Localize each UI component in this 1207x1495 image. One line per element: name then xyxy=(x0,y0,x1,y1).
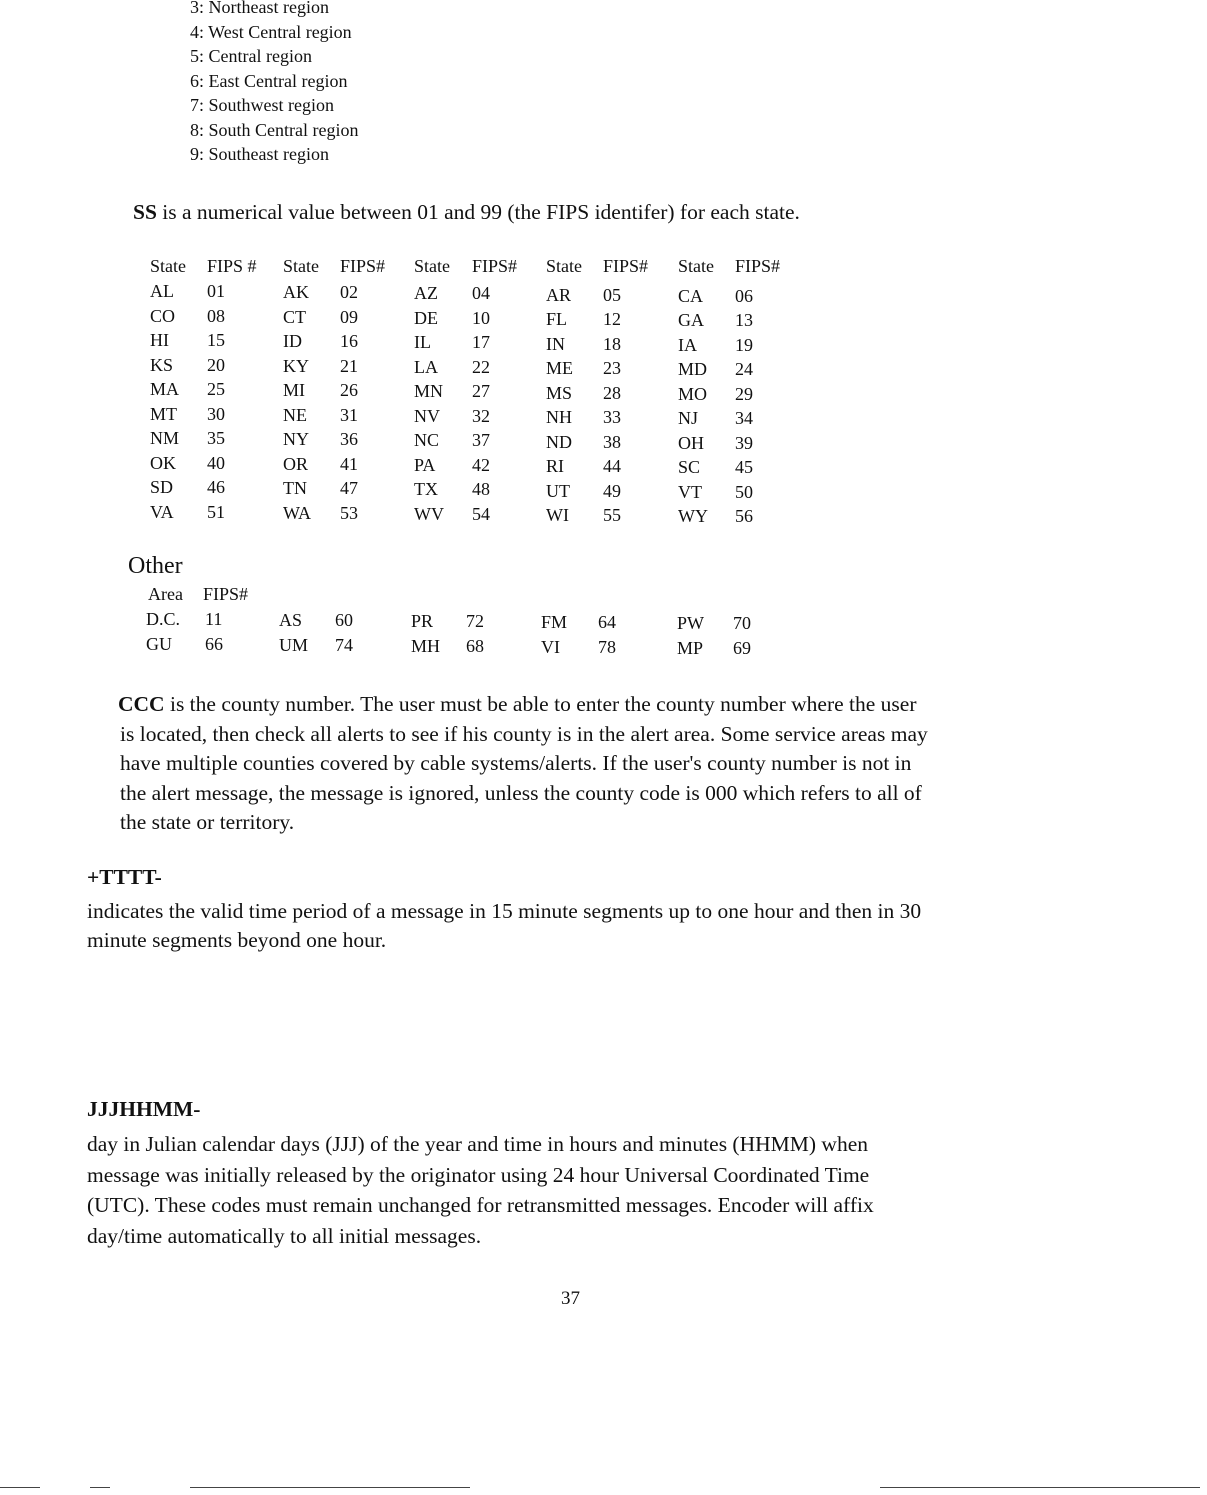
state-code: WY xyxy=(678,506,708,527)
other-header-fips: FIPS# xyxy=(203,584,249,604)
state-code: PA xyxy=(414,454,436,475)
fips-code: 26 xyxy=(340,380,358,401)
fips-code: 60 xyxy=(335,610,353,630)
state-code: FL xyxy=(546,309,568,330)
state-code: MA xyxy=(150,379,180,399)
state-code: ME xyxy=(546,358,573,379)
fips-code: 15 xyxy=(207,330,225,350)
fips-code: 27 xyxy=(472,381,490,402)
state-code: SD xyxy=(150,477,174,497)
fips-code: 51 xyxy=(207,501,225,522)
fips-code: 47 xyxy=(340,478,358,499)
state-code: DE xyxy=(414,307,438,328)
table-header-state: State xyxy=(150,256,186,276)
fips-code: 01 xyxy=(207,281,225,301)
fips-code: 28 xyxy=(603,382,621,403)
state-code: KS xyxy=(150,354,174,375)
fips-code: 44 xyxy=(603,456,621,477)
state-code: AZ xyxy=(414,283,438,304)
state-code: IN xyxy=(546,333,565,354)
jjj-line: message was initially released by the originator using 24 hour Universal Coordinated Time xyxy=(87,1162,870,1187)
state-code: VA xyxy=(150,501,174,522)
state-code: MD xyxy=(678,359,708,380)
fips-code: 29 xyxy=(735,383,753,404)
ccc-line: have multiple counties covered by cable systems/alerts. If the user's county number is not in xyxy=(120,751,912,775)
tttt-line: minute segments beyond one hour. xyxy=(87,928,387,952)
scan-edge-line xyxy=(0,1487,40,1488)
ss-text: is a numerical value between 01 and 99 (the FIPS identifer) for each state. xyxy=(156,200,800,224)
tttt-line: indicates the valid time period of a message in 15 minute segments up to one hour and then in 30 xyxy=(87,899,922,923)
ccc-line: the state or territory. xyxy=(120,810,295,834)
ss-paragraph xyxy=(133,200,800,225)
fips-code: 20 xyxy=(207,354,225,375)
fips-code: 55 xyxy=(603,505,621,526)
table-header-fips: FIPS# xyxy=(472,256,518,276)
fips-code: 23 xyxy=(603,358,621,379)
fips-code: 66 xyxy=(205,634,223,654)
jjj-line: day/time automatically to all initial messages. xyxy=(87,1223,482,1248)
fips-code: 02 xyxy=(340,282,358,303)
fips-code: 22 xyxy=(472,356,490,377)
fips-code: 04 xyxy=(472,283,490,304)
ccc-term: CCC xyxy=(118,692,165,716)
table-header-state: State xyxy=(678,256,714,276)
state-code: MN xyxy=(414,381,444,402)
tttt-heading: +TTTT- xyxy=(87,865,162,889)
fips-code: 74 xyxy=(335,635,353,655)
ss-term: SS xyxy=(133,200,157,224)
fips-code: 21 xyxy=(340,355,358,376)
state-code: CT xyxy=(283,306,307,327)
area-code: D.C. xyxy=(146,609,181,629)
ccc-text: is the county number. The user must be able to enter the county number where the user xyxy=(164,692,917,716)
fips-code: 56 xyxy=(735,506,753,527)
fips-code: 30 xyxy=(207,403,225,424)
fips-code: 42 xyxy=(472,454,490,475)
fips-code: 50 xyxy=(735,481,753,502)
scan-edge-line xyxy=(190,1487,470,1488)
fips-code: 09 xyxy=(340,306,358,327)
table-header-state: State xyxy=(283,256,319,276)
fips-code: 16 xyxy=(340,331,358,352)
page-number: 37 xyxy=(561,1288,580,1309)
state-code: KY xyxy=(283,355,309,376)
state-code: LA xyxy=(414,356,438,377)
fips-code: 34 xyxy=(735,408,753,429)
area-code: PW xyxy=(677,613,704,633)
fips-code: 38 xyxy=(603,431,621,452)
fips-code: 54 xyxy=(472,503,490,524)
state-code: IA xyxy=(678,334,697,355)
region-item: 3: Northeast region xyxy=(190,0,329,17)
state-code: MT xyxy=(150,403,177,424)
ccc-line: is located, then check all alerts to see if his county is in the alert area. Some service areas may xyxy=(120,721,928,746)
fips-code: 36 xyxy=(340,429,358,450)
fips-code: 25 xyxy=(207,379,225,399)
fips-code: 31 xyxy=(340,404,358,425)
scan-edge-line xyxy=(90,1487,110,1488)
fips-code: 45 xyxy=(735,457,753,478)
other-heading: Other xyxy=(128,553,183,579)
fips-code: 48 xyxy=(472,479,490,500)
state-code: MO xyxy=(678,383,708,404)
table-header-fips: FIPS# xyxy=(735,256,781,276)
state-code: OR xyxy=(283,453,309,474)
state-code: TX xyxy=(414,479,438,500)
table-header-fips: FIPS # xyxy=(207,256,257,276)
area-code: GU xyxy=(146,634,172,654)
fips-code: 37 xyxy=(472,430,490,451)
state-code: TN xyxy=(283,478,307,499)
region-item: 7: Southwest region xyxy=(190,95,334,115)
table-header-state: State xyxy=(546,256,582,276)
state-code: RI xyxy=(546,456,564,477)
fips-code: 19 xyxy=(735,334,753,355)
other-header-area: Area xyxy=(148,584,183,604)
state-code: MI xyxy=(283,380,305,401)
scan-edge-line xyxy=(880,1487,1200,1488)
fips-code: 70 xyxy=(733,613,751,633)
area-code: AS xyxy=(279,610,303,630)
region-item: 8: South Central region xyxy=(190,119,359,140)
state-code: WI xyxy=(546,505,569,526)
state-code: NY xyxy=(283,429,309,450)
area-code: PR xyxy=(411,611,434,631)
state-code: AR xyxy=(546,284,572,305)
fips-code: 08 xyxy=(207,305,225,326)
ccc-line: the alert message, the message is ignored, unless the county code is 000 which refers to all of xyxy=(120,780,922,805)
fips-code: 69 xyxy=(733,638,751,658)
fips-code: 24 xyxy=(735,359,753,380)
state-code: AL xyxy=(150,281,174,301)
fips-code: 33 xyxy=(603,407,621,428)
state-code: AK xyxy=(283,282,309,303)
region-item: 6: East Central region xyxy=(190,70,348,91)
fips-code: 53 xyxy=(340,502,358,523)
state-code: NC xyxy=(414,430,440,451)
jjj-heading: JJJHHMM- xyxy=(87,1097,201,1121)
state-code: OH xyxy=(678,432,704,453)
fips-code: 13 xyxy=(735,310,753,331)
table-header-fips: FIPS# xyxy=(340,256,386,276)
fips-code: 64 xyxy=(598,612,616,632)
ccc-line xyxy=(118,692,917,717)
state-code: ND xyxy=(546,431,572,452)
fips-code: 05 xyxy=(603,284,621,305)
area-code: FM xyxy=(541,612,568,632)
area-code: MP xyxy=(677,638,704,658)
state-code: OK xyxy=(150,452,176,473)
area-code: MH xyxy=(411,636,441,656)
table-header-state: State xyxy=(414,256,450,276)
state-code: SC xyxy=(678,457,701,478)
fips-code: 41 xyxy=(340,453,358,474)
fips-code: 18 xyxy=(603,333,621,354)
state-code: ID xyxy=(283,331,302,352)
fips-code: 17 xyxy=(472,332,490,353)
state-code: NH xyxy=(546,407,572,428)
state-code: WV xyxy=(414,503,444,524)
state-code: GA xyxy=(678,310,704,331)
state-code: WA xyxy=(283,502,311,523)
fips-code: 72 xyxy=(466,611,484,631)
state-code: NV xyxy=(414,405,440,426)
fips-code: 46 xyxy=(207,477,225,497)
jjj-line: day in Julian calendar days (JJJ) of the year and time in hours and minutes (HHMM) when xyxy=(87,1132,868,1156)
region-item: 4: West Central region xyxy=(190,21,352,42)
state-code: NJ xyxy=(678,408,699,429)
jjj-line: (UTC). These codes must remain unchanged for retransmitted messages. Encoder will affix xyxy=(87,1193,874,1217)
fips-code: 35 xyxy=(207,428,225,448)
fips-code: 68 xyxy=(466,636,484,656)
state-code: NE xyxy=(283,404,307,425)
region-item: 9: Southeast region xyxy=(190,144,329,164)
area-code: VI xyxy=(541,637,560,657)
fips-code: 06 xyxy=(735,285,753,306)
area-code: UM xyxy=(279,635,309,655)
fips-code: 10 xyxy=(472,307,490,328)
table-header-fips: FIPS# xyxy=(603,256,649,276)
region-item: 5: Central region xyxy=(190,46,312,66)
fips-code: 39 xyxy=(735,432,753,453)
fips-code: 78 xyxy=(598,637,616,657)
state-code: MS xyxy=(546,382,573,403)
state-code: CA xyxy=(678,285,704,306)
fips-code: 49 xyxy=(603,480,621,501)
state-code: VT xyxy=(678,481,702,502)
fips-code: 12 xyxy=(603,309,621,330)
fips-code: 11 xyxy=(205,609,223,629)
fips-code: 40 xyxy=(207,452,225,473)
state-code: HI xyxy=(150,330,169,350)
state-code: CO xyxy=(150,305,176,326)
state-code: UT xyxy=(546,480,570,501)
fips-code: 32 xyxy=(472,405,490,426)
state-code: IL xyxy=(414,332,431,353)
state-code: NM xyxy=(150,428,180,448)
